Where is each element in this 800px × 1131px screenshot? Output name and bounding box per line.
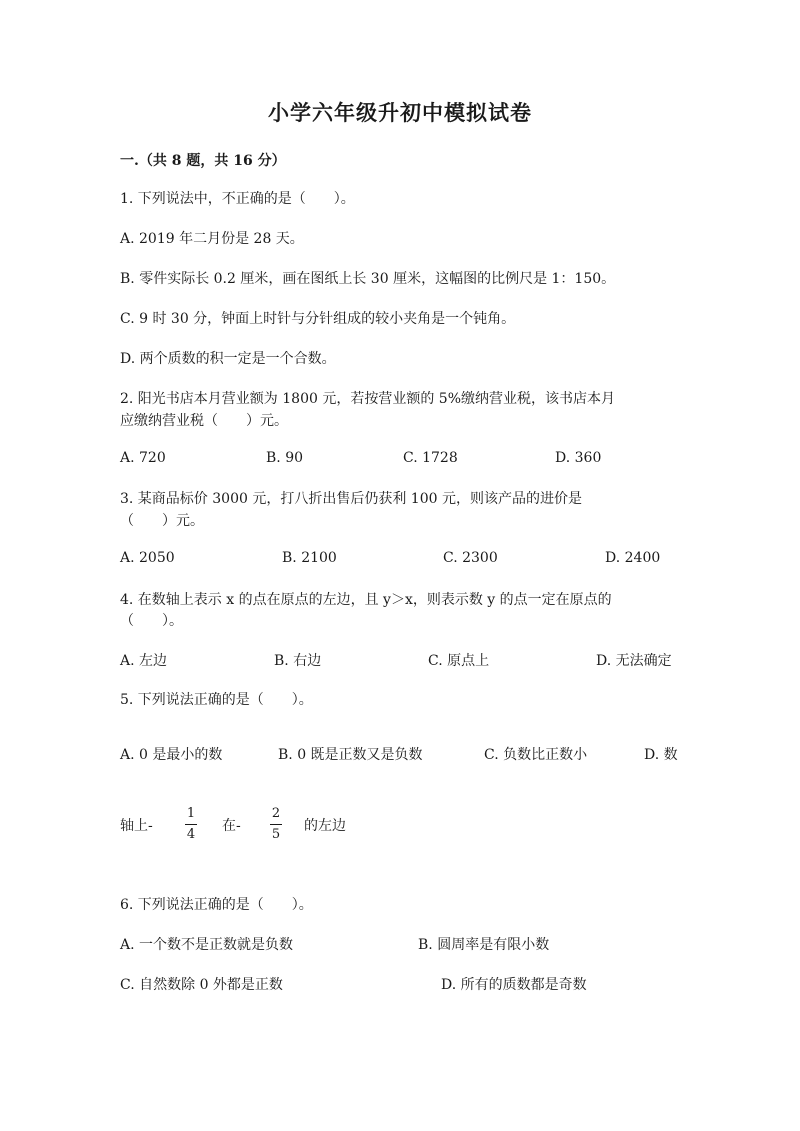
question-2-stem-line-1: 2. 阳光书店本月营业额为 1800 元，若按营业额的 5%缴纳营业税，该书店本月 [120, 391, 615, 407]
question-3-option-b: B. 2100 [282, 550, 337, 566]
question-3-option-c: C. 2300 [443, 550, 498, 566]
question-2-stem-line-2: 应缴纳营业税（ ）元。 [120, 413, 288, 429]
question-1-option-b: B. 零件实际长 0.2 厘米，画在图纸上长 30 厘米，这幅图的比例尺是 1：150。 [120, 271, 616, 287]
fraction-numerator: 1 [186, 806, 196, 821]
question-1-option-a: A. 2019 年二月份是 28 天。 [120, 231, 304, 247]
question-4-option-d: D. 无法确定 [596, 653, 672, 669]
question-5-option-a: A. 0 是最小的数 [120, 747, 223, 763]
question-5-option-c: C. 负数比正数小 [484, 747, 588, 763]
question-6-option-b: B. 圆周率是有限小数 [418, 937, 550, 953]
question-4-option-c: C. 原点上 [428, 653, 490, 669]
question-3-option-a: A. 2050 [120, 550, 175, 566]
question-3-option-d: D. 2400 [605, 550, 661, 566]
question-2-option-a: A. 720 [120, 450, 166, 466]
question-6-stem: 6. 下列说法正确的是（ ）。 [120, 897, 313, 913]
question-3-stem-line-1: 3. 某商品标价 3000 元，打八折出售后仍获利 100 元，则该产品的进价是 [120, 491, 582, 507]
question-4-option-b: B. 右边 [274, 653, 322, 669]
fraction-denominator: 5 [271, 827, 281, 842]
section-heading: 一.（共 8 题，共 16 分） [120, 153, 286, 169]
question-1-stem: 1. 下列说法中，不正确的是（ ）。 [120, 191, 355, 207]
question-5-option-d-part-1: 轴上- [120, 818, 153, 834]
question-4-option-a: A. 左边 [120, 653, 168, 669]
question-5-option-d-part-3: 的左边 [304, 818, 346, 834]
question-4-stem-line-1: 4. 在数轴上表示 x 的点在原点的左边，且 y＞x，则表示数 y 的点一定在原点的 [120, 592, 612, 608]
fraction-bar [185, 824, 197, 825]
fraction-denominator: 4 [186, 827, 196, 842]
question-6-option-d: D. 所有的质数都是奇数 [441, 977, 587, 993]
fraction-one-quarter [183, 806, 199, 843]
question-4-stem-line-2: （ ）。 [120, 613, 183, 629]
question-5-stem: 5. 下列说法正确的是（ ）。 [120, 692, 313, 708]
question-5-option-d-start: D. 数 [644, 747, 678, 763]
fraction-numerator: 2 [271, 806, 281, 821]
question-2-option-b: B. 90 [266, 450, 304, 466]
question-5-option-d-part-2: 在- [222, 818, 241, 834]
question-6-option-a: A. 一个数不是正数就是负数 [120, 937, 294, 953]
fraction-two-fifths [268, 806, 284, 843]
question-5-option-b: B. 0 既是正数又是负数 [278, 747, 423, 763]
question-6-option-c: C. 自然数除 0 外都是正数 [120, 977, 283, 993]
question-3-stem-line-2: （ ）元。 [120, 513, 204, 529]
question-1-option-d: D. 两个质数的积一定是一个合数。 [120, 351, 336, 367]
question-2-option-c: C. 1728 [403, 450, 458, 466]
question-1-option-c: C. 9 时 30 分，钟面上时针与分针组成的较小夹角是一个钝角。 [120, 311, 516, 327]
fraction-bar [270, 824, 282, 825]
question-2-option-d: D. 360 [555, 450, 602, 466]
page-title: 小学六年级升初中模拟试卷 [268, 100, 532, 125]
